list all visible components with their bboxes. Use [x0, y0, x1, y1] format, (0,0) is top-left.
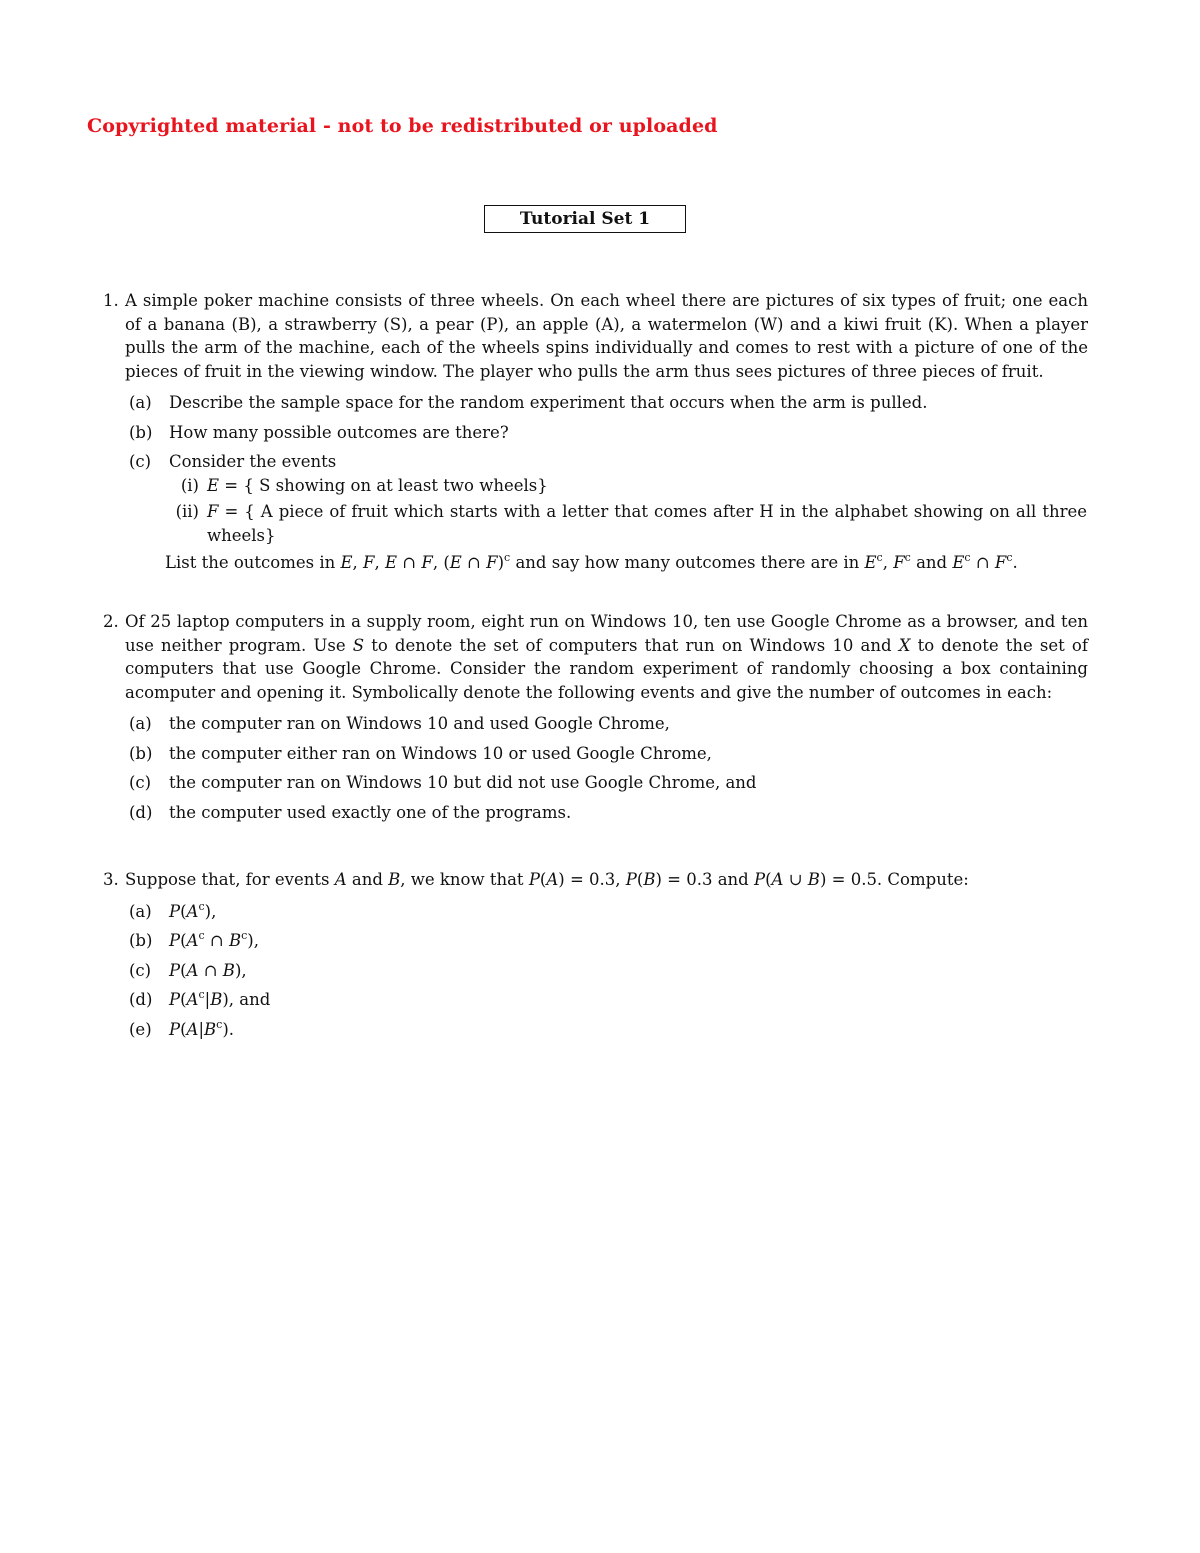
- subquestion-d: (d) the computer used exactly one of the programs.: [129, 802, 572, 822]
- question-text: Of 25 laptop computers in a supply room, eight run on Windows 10, ten use Google Chrome as a browser, and ten use neither program. Use S to denote the set of computers that run on Windows 10 and X to denote the set of computers that use Google Chrome. Consider the random experiment of randomly choosing a box containing acomputer and opening it. Symbolically denote the following events and give the number of outcomes in each:: [125, 612, 1088, 702]
- subquestion-a: (a) the computer ran on Windows 10 and used Google Chrome,: [129, 714, 670, 733]
- list-outcomes-instruction: List the outcomes in E, F, E ∩ F, (E ∩ F)$^c$ and say how many outcomes there are in $E^c$, $F^c$ and $E^c$ ∩ $F^c$.: [165, 551, 1018, 572]
- subquestion-d: (d) $P(A^c|B)$, and: [129, 988, 271, 1009]
- subquestion-b: (b) $P(A^c$ ∩ $B^c$),: [129, 929, 259, 950]
- event-i: (i) E = { S showing on at least two wheels}: [180, 475, 548, 495]
- subquestion-e: (e) $P(A|B^c)$.: [129, 1017, 235, 1039]
- page-title: Tutorial Set 1: [484, 205, 686, 233]
- question-text: Suppose that, for events A and B, we know that P(A) = 0.3, P(B) = 0.3 and P(A ∪ B) = 0.5. Compute:: [125, 870, 969, 889]
- subquestion-b: (b) the computer either ran on Windows 10 or used Google Chrome,: [129, 743, 712, 763]
- subquestion-c: (c) the computer ran on Windows 10 but did not use Google Chrome, and: [129, 773, 757, 792]
- subquestion-a: (a) $P(A^c)$,: [129, 899, 217, 921]
- subquestion-c: (c) Consider the events: [129, 452, 337, 471]
- subquestion-a: (a) Describe the sample space for the random experiment that occurs when the arm is pulled.: [129, 393, 928, 412]
- question-number: 1.: [103, 291, 119, 310]
- question-3: [103, 868, 1088, 1041]
- question-number: 2.: [103, 612, 119, 631]
- question-1: [103, 289, 1088, 575]
- copyright-notice: Copyrighted material - not to be redistributed or uploaded: [87, 115, 718, 137]
- subquestion-c: (c) P(A ∩ B),: [129, 960, 247, 980]
- event-ii: (ii) F = { A piece of fruit which starts with a letter that comes after H in the alphabet showing on all three wheels}: [175, 502, 1087, 545]
- question-2: [103, 610, 1088, 824]
- question-number: 3.: [103, 870, 119, 889]
- subquestion-b: (b) How many possible outcomes are there?: [129, 422, 509, 442]
- question-text: A simple poker machine consists of three wheels. On each wheel there are pictures of six types of fruit; one each of a banana (B), a strawberry (S), a pear (P), an apple (A), a watermelon (W) and a kiwi fruit (K). When a player pulls the arm of the machine, each of the wheels spins individually and comes to rest with a picture of one of the pieces of fruit in the viewing window. The player who pulls the arm thus sees pictures of three pieces of fruit.: [125, 291, 1088, 381]
